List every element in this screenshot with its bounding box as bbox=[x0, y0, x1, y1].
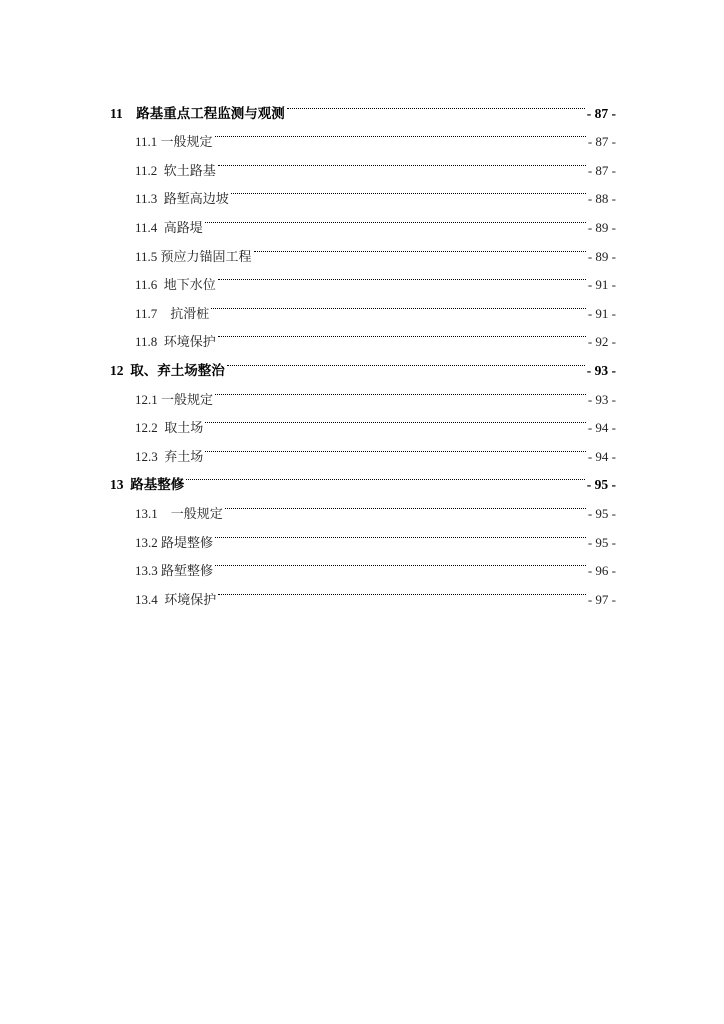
toc-entry-page: - 95 - bbox=[587, 534, 616, 550]
toc-dot-leader bbox=[225, 489, 586, 518]
toc-entry-number: 13.1 bbox=[135, 505, 171, 521]
toc-dot-leader bbox=[205, 404, 586, 433]
toc-entry-label bbox=[135, 414, 203, 443]
toc-dot-leader bbox=[227, 346, 585, 375]
toc-entry-number: 11.4 bbox=[135, 219, 164, 235]
toc-entry-number: 11 bbox=[110, 105, 137, 121]
toc-entry-number: 13.3 bbox=[135, 563, 161, 579]
toc-entry-label bbox=[135, 157, 216, 186]
toc-entry-title: 地下水位 bbox=[163, 277, 216, 293]
toc-entry-number: 13.4 bbox=[135, 591, 165, 607]
toc-dot-leader bbox=[218, 146, 586, 175]
toc-entry-title: 高路堤 bbox=[163, 219, 203, 235]
toc-entry-number: 13 bbox=[110, 477, 131, 493]
toc-entry-label bbox=[135, 328, 216, 357]
toc-dot-leader bbox=[205, 432, 586, 461]
toc-entry-label bbox=[135, 529, 213, 558]
toc-dot-leader bbox=[231, 175, 586, 204]
toc-entry-title: 预应力锚固工程 bbox=[160, 248, 252, 264]
toc-dot-leader bbox=[287, 89, 585, 118]
toc-entry-label bbox=[135, 557, 213, 586]
toc-entry-label bbox=[135, 271, 216, 300]
toc-entry-page: - 95 - bbox=[587, 505, 616, 521]
toc-entry-number: 11.2 bbox=[135, 162, 164, 178]
toc-dot-leader bbox=[186, 461, 585, 490]
toc-entry-title: 取、弃土场整治 bbox=[130, 362, 225, 378]
toc-entry-number: 11.7 bbox=[135, 305, 171, 321]
toc-entry-title: 路堤整修 bbox=[161, 534, 214, 550]
toc-entry-page: - 97 - bbox=[587, 591, 616, 607]
toc-entry-label bbox=[135, 300, 209, 329]
toc-entry[interactable] bbox=[110, 489, 616, 521]
toc-entry-title: 路堑整修 bbox=[161, 563, 214, 579]
toc-entry-page: - 87 - bbox=[587, 162, 616, 178]
toc-entry-label bbox=[135, 214, 203, 243]
toc-entry-title: 路堑高边坡 bbox=[163, 191, 229, 207]
toc-entry[interactable] bbox=[110, 89, 616, 121]
toc-entry-title: 抗滑桩 bbox=[170, 305, 210, 321]
toc-entry-page: - 93 - bbox=[587, 391, 616, 407]
toc-entry-page: - 93 - bbox=[586, 362, 616, 378]
toc-entry-number: 12 bbox=[110, 362, 131, 378]
toc-entry-number: 13.2 bbox=[135, 534, 161, 550]
toc-entry-title: 软土路基 bbox=[163, 162, 216, 178]
toc-dot-leader bbox=[218, 261, 586, 290]
toc-entry-page: - 95 - bbox=[586, 477, 616, 493]
toc-entry-number: 11.6 bbox=[135, 277, 164, 293]
toc-entry-number: 11.8 bbox=[135, 334, 164, 350]
toc-entry[interactable] bbox=[110, 461, 616, 493]
toc-entry-page: - 92 - bbox=[587, 334, 616, 350]
toc-entry-page: - 91 - bbox=[587, 305, 616, 321]
toc-entry-label bbox=[135, 128, 213, 157]
toc-entry-title: 环境保护 bbox=[163, 334, 216, 350]
toc-entry-title: 一般规定 bbox=[161, 391, 214, 407]
toc-entry-label bbox=[135, 500, 223, 529]
toc-dot-leader bbox=[218, 318, 586, 347]
toc-entry-page: - 96 - bbox=[587, 563, 616, 579]
toc-entry-label bbox=[135, 386, 213, 415]
toc-entry-title: 路基整修 bbox=[130, 477, 185, 493]
toc-entry-number: 11.1 bbox=[135, 134, 161, 150]
toc-entry-number: 12.3 bbox=[135, 448, 165, 464]
toc-dot-leader bbox=[215, 547, 586, 576]
toc-entry-label bbox=[110, 357, 225, 386]
toc-entry-page: - 88 - bbox=[587, 191, 616, 207]
toc-dot-leader bbox=[211, 289, 586, 318]
toc-entry-title: 一般规定 bbox=[170, 505, 223, 521]
toc-entry-page: - 89 - bbox=[587, 219, 616, 235]
toc-entry-title: 环境保护 bbox=[164, 591, 217, 607]
toc-entry-label bbox=[135, 586, 216, 615]
toc-dot-leader bbox=[215, 118, 586, 147]
toc-entry-title: 一般规定 bbox=[160, 134, 213, 150]
toc-entry-label bbox=[110, 471, 184, 500]
toc-entry-number: 12.2 bbox=[135, 420, 165, 436]
toc-entry-title: 取土场 bbox=[164, 420, 204, 436]
toc-dot-leader bbox=[205, 203, 586, 232]
toc-entry-number: 11.5 bbox=[135, 248, 161, 264]
toc-entry-page: - 94 - bbox=[587, 448, 616, 464]
toc-dot-leader bbox=[215, 375, 586, 404]
toc-entry-page: - 87 - bbox=[587, 134, 616, 150]
toc-dot-leader bbox=[215, 518, 586, 547]
toc-entry-number: 12.1 bbox=[135, 391, 161, 407]
toc-entry-number: 11.3 bbox=[135, 191, 164, 207]
toc-entry-title: 弃土场 bbox=[164, 448, 204, 464]
toc-entry-title: 路基重点工程监测与观测 bbox=[136, 105, 285, 121]
toc-entry-page: - 89 - bbox=[587, 248, 616, 264]
toc-entry-page: - 87 - bbox=[586, 105, 616, 121]
table-of-contents bbox=[110, 89, 616, 607]
toc-dot-leader bbox=[254, 232, 586, 261]
toc-entry-page: - 91 - bbox=[587, 277, 616, 293]
toc-dot-leader bbox=[218, 575, 586, 604]
toc-entry-page: - 94 - bbox=[587, 420, 616, 436]
